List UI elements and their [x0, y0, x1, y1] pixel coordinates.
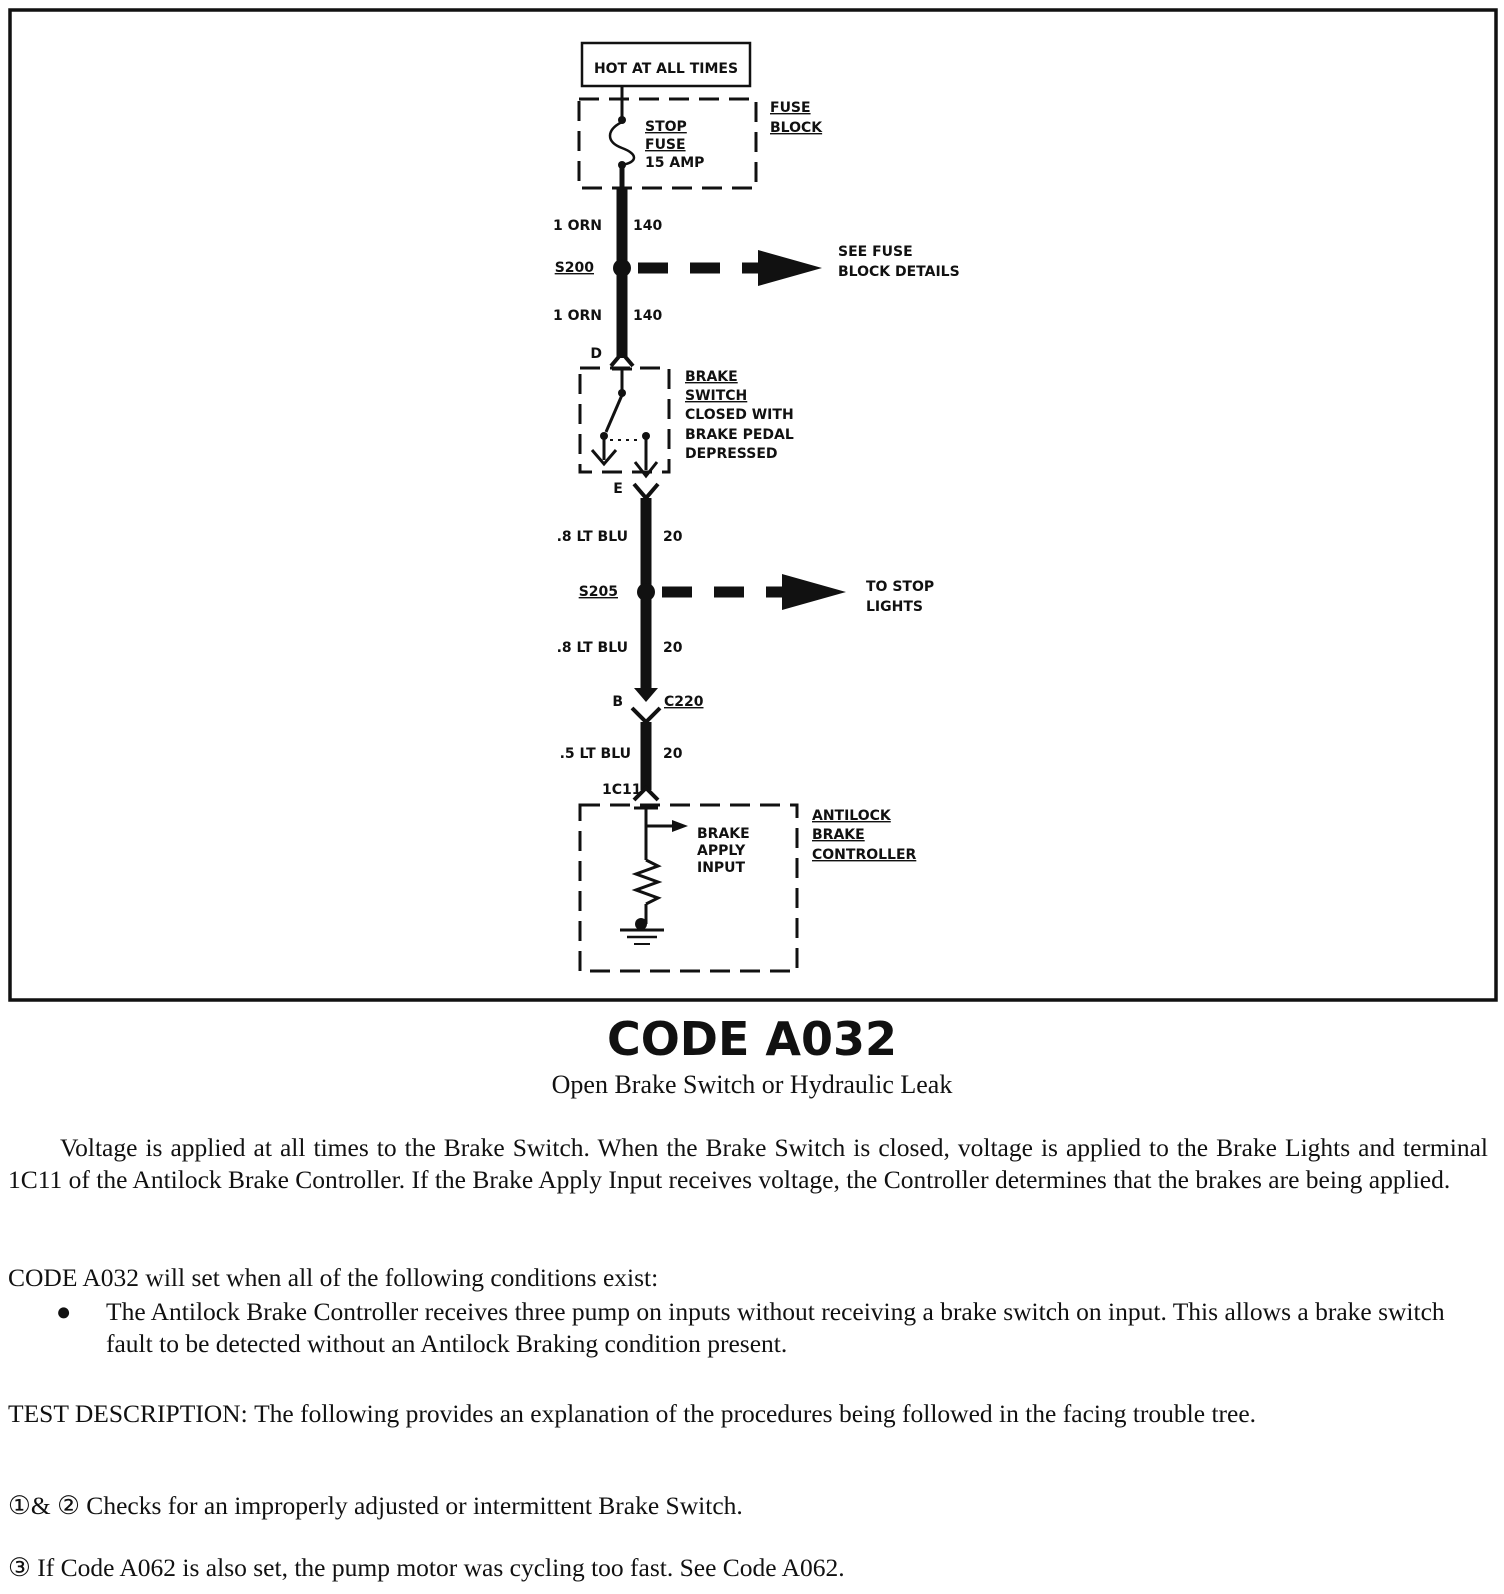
arrow-right-icon	[782, 574, 846, 610]
controller-internal-circuit	[620, 808, 688, 944]
connector-d-icon	[611, 353, 633, 366]
test-description	[8, 1398, 1488, 1430]
brake-switch-icon	[592, 369, 657, 476]
fuse-icon	[610, 86, 634, 188]
conditions-intro: CODE A032 will set when all of the following conditions exist:	[8, 1263, 659, 1292]
wire-1-circuit: 140	[633, 218, 663, 234]
ground-icon	[620, 930, 664, 944]
wire-3-circuit: 20	[663, 529, 683, 545]
wire-3-gauge-color: .8 LT BLU	[556, 529, 628, 545]
bullet-marker: ●	[56, 1297, 72, 1326]
controller-label-3: CONTROLLER	[812, 847, 917, 863]
brake-switch-label-2: SWITCH	[685, 388, 748, 404]
wire-4-gauge-color: .8 LT BLU	[556, 640, 628, 656]
controller-input-2: APPLY	[697, 843, 746, 859]
description-paragraph: Voltage is applied at all times to the Brake Switch. When the Brake Switch is closed, voltage is applied to the Brake Lights and terminal 1C11 of the Antilock Brake Controller. If the Brake Apply Input receives voltage, the Controller determines that the brakes are being applied.	[8, 1133, 1488, 1194]
wire-1-gauge-color: 1 ORN	[552, 218, 602, 234]
wire-5-gauge-color: .5 LT BLU	[559, 746, 631, 762]
controller-input-3: INPUT	[697, 860, 746, 876]
brake-switch-terminal-d: D	[590, 346, 602, 362]
brake-switch-label-5: DEPRESSED	[685, 446, 778, 462]
condition-text: The Antilock Brake Controller receives three pump on inputs without receiving a brake switch on input. This allows a brake switch fault to be detected without an Antilock Braking condition present.	[106, 1297, 1445, 1358]
splice-s205-label: S205	[578, 584, 618, 600]
fuse-block-label-2: BLOCK	[770, 120, 823, 136]
step-note-3: ③ If Code A062 is also set, the pump motor was cycling too fast. See Code A062.	[8, 1553, 845, 1582]
page-title: CODE A032	[606, 1012, 898, 1066]
controller-terminal: 1C11	[602, 782, 642, 798]
controller-label-2: BRAKE	[812, 827, 865, 843]
fuse-block-label-1: FUSE	[770, 100, 811, 116]
wire-2-gauge-color: 1 ORN	[552, 308, 602, 324]
splice-s200-label: S200	[554, 260, 594, 276]
splice-s200-note-2: BLOCK DETAILS	[838, 264, 960, 280]
brake-switch-label-4: BRAKE PEDAL	[685, 427, 794, 443]
arrow-right-icon	[758, 250, 822, 286]
controller-box	[580, 805, 797, 971]
splice-s205-note-1: TO STOP	[866, 579, 935, 595]
connector-c220-male-icon	[634, 688, 658, 702]
connector-c220-female-icon	[632, 708, 660, 722]
wire-5-circuit: 20	[663, 746, 683, 762]
connector-c220-pin: B	[612, 694, 623, 710]
fuse-label-2: FUSE	[645, 137, 686, 153]
test-description-text: The following provides an explanation of the procedures being followed in the facing trouble tree.	[254, 1399, 1257, 1428]
fuse-label-3: 15 AMP	[645, 155, 705, 171]
power-source-label: HOT AT ALL TIMES	[593, 61, 739, 77]
step-note-1-2: ①& ② Checks for an improperly adjusted or intermittent Brake Switch.	[8, 1491, 743, 1520]
diagram-frame	[10, 10, 1496, 1000]
connector-e-icon	[634, 484, 658, 498]
arrow-right-icon	[672, 820, 688, 832]
resistor-icon	[636, 860, 658, 904]
connector-c220-label: C220	[664, 694, 704, 710]
test-description-label: TEST DESCRIPTION:	[8, 1399, 248, 1428]
splice-s205-note-2: LIGHTS	[866, 599, 923, 615]
brake-switch-box	[580, 368, 669, 472]
fuse-label-1: STOP	[645, 119, 687, 135]
controller-label-1: ANTILOCK	[812, 808, 891, 824]
brake-switch-label-3: CLOSED WITH	[685, 407, 794, 423]
page-subtitle: Open Brake Switch or Hydraulic Leak	[551, 1070, 953, 1099]
splice-s200-note-1: SEE FUSE	[838, 244, 913, 260]
controller-input-1: BRAKE	[697, 826, 750, 842]
brake-switch-terminal-e: E	[613, 481, 623, 497]
wire-4-circuit: 20	[663, 640, 683, 656]
brake-switch-label-1: BRAKE	[685, 369, 738, 385]
wire-2-circuit: 140	[633, 308, 663, 324]
